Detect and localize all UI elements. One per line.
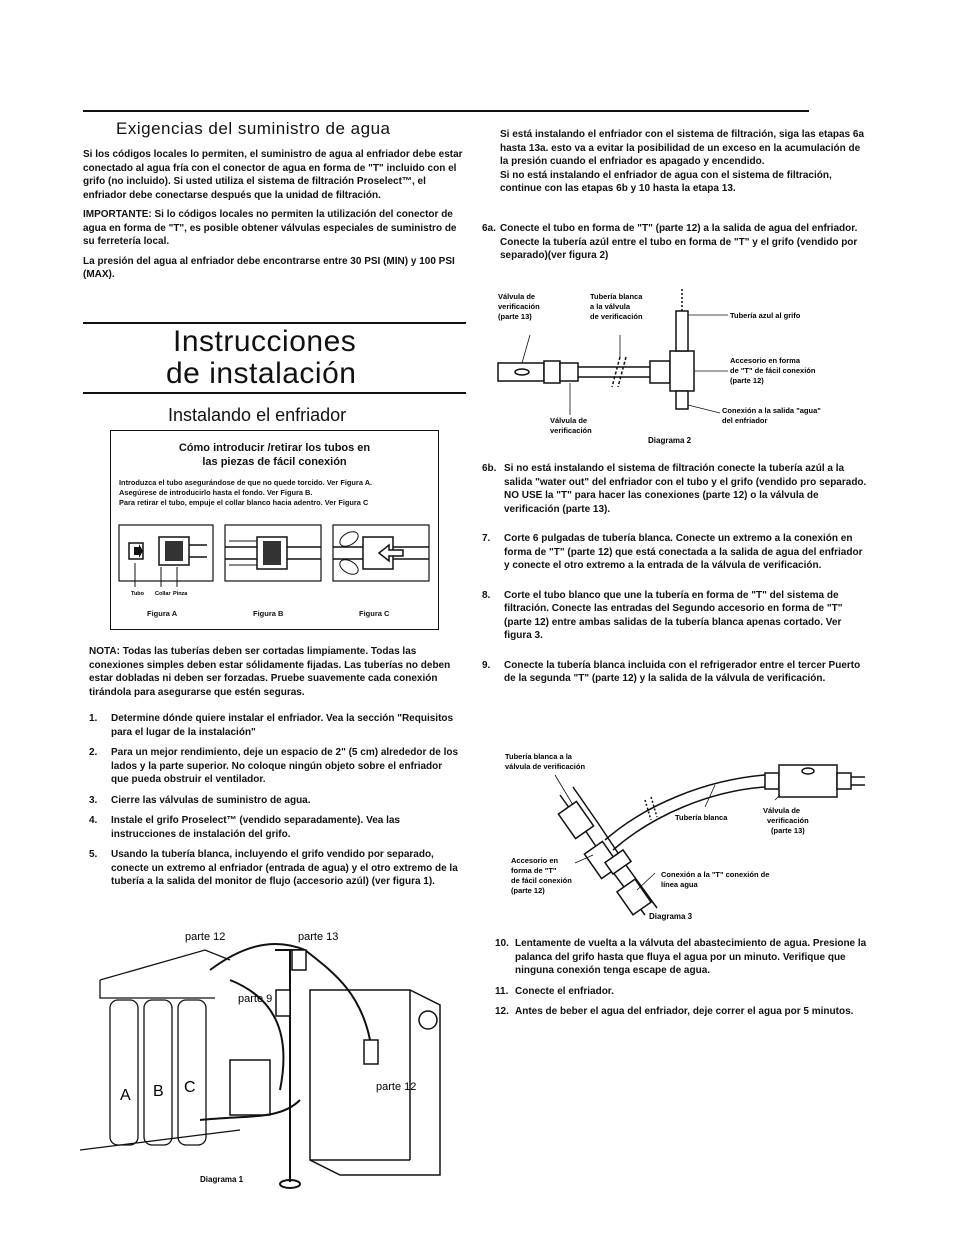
figure-c-drawing (333, 525, 429, 581)
d2-label-white (590, 292, 644, 321)
fig-a-label-collar: Collar (155, 591, 171, 597)
tubing (200, 944, 370, 1120)
step-6b (482, 462, 870, 516)
step-10-num: 10. (495, 938, 509, 949)
step-10-text: Lentamente de vuelta a la válvuta del abastecimiento de agua. Presione la palanca del grifo hasta que fluya el agua por un minuto. Verifique que ninguna conexión tenga escape de agua. (515, 938, 867, 976)
step-2-text: Para un mejor rendimiento, deje un espacio de 2" (5 cm) alrededor de los lados y la parte superior. No coloque ningún objeto sobre el enfriador que pueda obstruir el ventilador. (111, 747, 459, 785)
d2-valve-1: Válvula de (498, 292, 536, 301)
filter-housings (80, 950, 240, 1150)
nota-paragraph: NOTA: Todas las tuberías deben ser cortadas limpiamente. Todas las conexiones simples deben estar sólidamente fijadas. Las tuberías no deben estar dobladas ni deben ser forzadas. Pruebe suavemente cada conexión tirándola para asegurarse que estén seguras. (89, 646, 451, 698)
step-12-num: 12. (495, 1006, 509, 1017)
d2-tee-1: Accesorio en forma (730, 356, 801, 365)
step-4-text: Instale el grifo Proselect™ (vendido separadamente). Vea las instrucciones de instalación del grifo. (111, 815, 400, 840)
step-8 (482, 589, 870, 643)
fitting-figures (117, 517, 433, 609)
d2-label-blue: Tubería azul al grifo (730, 311, 801, 320)
fig-a-label-tubo: Tubo (131, 591, 145, 597)
step-3-num: 3. (89, 794, 98, 806)
box-line1: Introduzca el tubo asegurándose de que no quede torcido. Ver Figura A. (119, 478, 373, 487)
d3-label-white: Tubería blanca (675, 813, 728, 822)
box-instructions (119, 478, 434, 508)
figure-b-drawing (225, 525, 321, 581)
box-title-line1: Cómo introducir /retirar los tubos en (178, 442, 371, 454)
box-title (111, 441, 438, 469)
faucet (275, 950, 305, 1188)
step-12 (495, 1005, 870, 1019)
d3-v-2: verificación (767, 816, 809, 825)
step-2 (89, 746, 461, 787)
d3-t-3: de fácil conexión (511, 876, 572, 885)
d3-label-valve (763, 806, 811, 835)
figure-b-caption: Figura B (253, 609, 284, 618)
steps-right-end (495, 937, 870, 1026)
d2-label-check (550, 416, 592, 435)
d3-label-white-check (505, 752, 585, 771)
d2-tee-2: de "T" de fácil conexión (730, 366, 816, 375)
step-6a (482, 222, 870, 263)
figure-a-drawing (119, 525, 213, 587)
figure-c-caption: Figura C (359, 609, 390, 618)
d3-t-1: Accesorio en (511, 856, 559, 865)
title-rule-top (83, 322, 466, 324)
water-supply-paragraph: Si los códigos locales lo permiten, el suministro de agua al enfriador debe estar conectado al agua fría con el conector de agua en forma de "T" incluido con el grifo (no incluido). Si usted utiliza el sistema de filtración Proselect™, el enfriador debe conectarse después que la unidad de filtración. (83, 149, 463, 201)
d3-v-1: Válvula de (763, 806, 801, 815)
d3-c-2: línea agua (661, 880, 698, 889)
d3-wc-2: válvula de verificación (505, 762, 586, 771)
step-6b-text: Si no está instalando el sistema de filtración conecte la tubería azúl a la salida "water out" del enfriador con el tubo y el grifo (vendido pro separado. NO USE la "T" para hacer las conexiones (parte 12) o la válvula de verificación (parte 13). (504, 463, 867, 515)
label-parte13: parte 13 (298, 931, 339, 943)
d2-label-outlet (722, 406, 823, 425)
d2-tee-3: (parte 12) (730, 376, 764, 385)
step-4 (89, 814, 461, 841)
box-line3: Para retirar el tubo, empuje el collar blanco hacia adentro. Ver Figura C (119, 498, 369, 507)
label-parte12-bottom: parte 12 (376, 1081, 417, 1093)
step-8-text: Corte el tubo blanco que une la tubería en forma de "T" del sistema de filtración. Conecte las entradas del Segundo accesorio en forma de "T" (parte 12) entre ambas salidas de la tubería blanca apenas cortado. Ver figura 3. (504, 589, 843, 641)
d2-check-2: verificación (550, 426, 592, 435)
main-title-line2: de instalación (166, 357, 357, 390)
filter-b-label: B (153, 1083, 164, 1100)
step-7-num: 7. (482, 533, 491, 544)
top-rule (83, 110, 809, 112)
step-1-num: 1. (89, 713, 98, 724)
main-title-line1: Instrucciones (173, 325, 357, 358)
d2-white-1: Tubería blanca (590, 292, 643, 301)
intro-paragraph-1: Si está instalando el enfriador con el sistema de filtración, siga las etapas 6a hasta 13a. esto va a evitar la posibilidad de un exceso en la acumulación de la presión cuando el enfriador es apagado y encendido. (500, 129, 865, 167)
step-2-num: 2. (89, 747, 98, 758)
step-1-text: Determine dónde quiere instalar el enfriador. Vea la sección "Requisitos para el lugar de la instalación" (111, 713, 454, 738)
intro-paragraph-2: Si no está instalando el enfriador de agua con el sistema de filtración, continue con las etapas 6b y 10 hasta la etapa 13. (500, 169, 832, 194)
diagram-1 (80, 920, 470, 1192)
subtitle-installing: Instalando el enfriador (168, 405, 347, 425)
step-10 (495, 937, 870, 978)
d2-white-2: a la válvula (590, 302, 631, 311)
water-supply-text (83, 148, 466, 282)
d3-label-conn (661, 870, 771, 889)
steps-left (89, 712, 461, 896)
d2-check-1: Válvula de (550, 416, 588, 425)
d2-caption: Diagrama 2 (648, 436, 692, 445)
step-1 (89, 712, 461, 739)
step-4-num: 4. (89, 815, 98, 826)
label-parte12-top: parte 12 (185, 931, 226, 943)
diagram1-caption: Diagrama 1 (200, 1175, 244, 1184)
step-9 (482, 659, 870, 686)
fitting-instructions-box (110, 430, 439, 630)
d2-white-3: de verificación (590, 312, 643, 321)
d3-c-1: Conexión a la "T" conexión de (661, 870, 770, 879)
d3-t-4: (parte 12) (511, 886, 545, 895)
step-5-text: Usando la tubería blanca, incluyendo el grifo vendido por separado, conecte un extremo al enfriador (entrada de agua) y el otro extremo de la tubería a la salida del monitor de flujo (accesorio azúl) (ver figura 1). (111, 849, 458, 887)
step-5-num: 5. (89, 849, 98, 860)
section-title-water-supply: Exigencias del suministro de agua (116, 119, 391, 138)
d3-t-2: forma de "T" (511, 866, 557, 875)
step-8-num: 8. (482, 589, 491, 601)
filter-c-label: C (184, 1079, 196, 1096)
step-3 (89, 794, 461, 808)
step-3-text: Cierre las válvulas de suministro de agua. (111, 794, 311, 806)
step-6a-text: Conecte el tubo en forma de "T" (parte 12) a la salida de agua del enfriador. Conecte la tubería azúl entre el tubo en forma de "T" y el grifo (vendido por separado)(ver figura 2) (500, 223, 858, 261)
step-7 (482, 532, 870, 573)
d3-v-3: (parte 13) (771, 826, 805, 835)
d2-outlet-2: del enfriador (722, 416, 768, 425)
d2-valve-3: (parte 13) (498, 312, 532, 321)
important-paragraph: IMPORTANTE: Si lo códigos locales no permiten la utilización del conector de agua en forma de "T", es posible obtener válvulas especiales de suministro de su ferretería local. (83, 209, 457, 247)
step-7-text: Corte 6 pulgadas de tubería blanca. Conecte un extremo a la conexión en forma de "T" (parte 12) que está conectada a la salida de agua del enfriador y conecte el otro extremo a la entrada de la válvula de verificación. (504, 533, 863, 571)
step-11 (495, 985, 870, 999)
d3-caption: Diagrama 3 (649, 912, 693, 921)
d3-label-tee (511, 856, 574, 895)
step-12-text: Antes de beber el agua del enfriador, deje correr el agua por 5 minutos. (515, 1006, 854, 1017)
figure-a-caption: Figura A (147, 609, 178, 618)
fig-a-label-pinza: Pinza (173, 591, 188, 597)
steps-right (482, 462, 870, 693)
d2-label-tee (730, 356, 818, 385)
d2-valve-2: verificación (498, 302, 540, 311)
step-9-num: 9. (482, 659, 491, 671)
diagram3-drawing (558, 765, 865, 915)
pressure-paragraph: La presión del agua al enfriador debe encontrarse entre 30 PSI (MIN) y 100 PSI (MAX). (83, 255, 455, 280)
box-line2: Asegúrese de introducirlo hasta el fondo. Ver Figura B. (119, 488, 313, 497)
step-11-num: 11. (495, 985, 509, 997)
step-6a-num: 6a. (482, 223, 496, 234)
step-11-text: Conecte el enfriador. (515, 985, 614, 997)
right-intro (500, 128, 870, 196)
step-5 (89, 848, 461, 889)
label-parte9: parte 9 (238, 993, 273, 1005)
d2-label-valve (498, 292, 542, 321)
d3-wc-1: Tubería blanca a la (505, 752, 572, 761)
title-rule-bottom (83, 392, 466, 394)
diagram-3 (505, 745, 875, 925)
box-title-line2: las piezas de fácil conexión (202, 456, 347, 468)
diagram-2 (490, 285, 870, 450)
step-6b-num: 6b. (482, 463, 497, 474)
step-9-text: Conecte la tubería blanca incluida con el refrigerador entre el tercer Puerto de la segunda "T" (parte 12) y la salida de la válvula de verificación. (504, 659, 861, 684)
d2-outlet-1: Conexión a la salida "agua" (722, 406, 821, 415)
filter-a-label: A (120, 1087, 131, 1104)
